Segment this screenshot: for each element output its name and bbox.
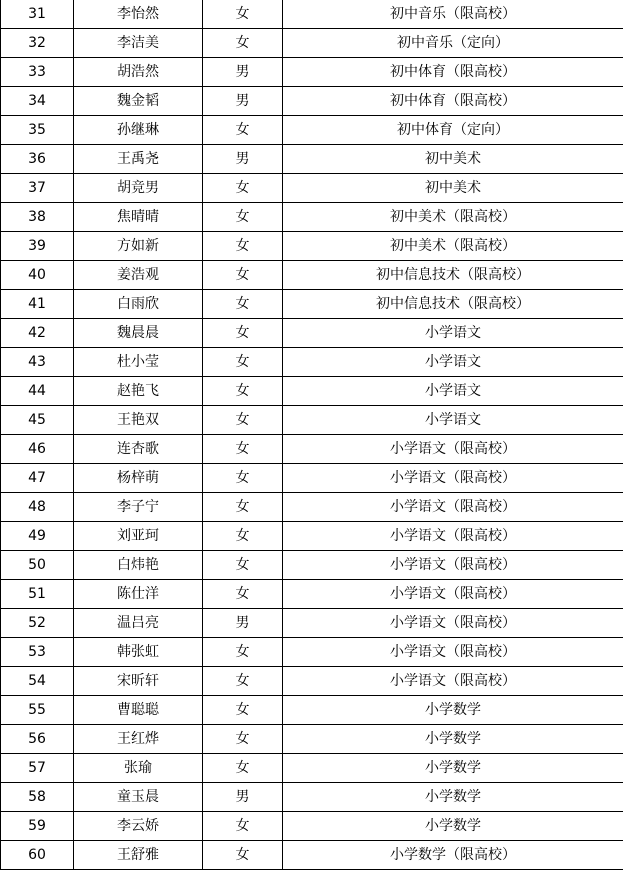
subject-cell: 小学语文（限高校） <box>283 551 623 580</box>
table-row <box>1 696 623 725</box>
row-number-cell: 47 <box>1 464 74 493</box>
subject-cell: 小学数学 <box>283 812 623 841</box>
subject-cell: 初中体育（限高校） <box>283 87 623 116</box>
row-number-cell: 54 <box>1 667 74 696</box>
subject-cell: 小学语文 <box>283 406 623 435</box>
row-number-cell: 60 <box>1 841 74 870</box>
row-number-cell: 42 <box>1 319 74 348</box>
subject-cell: 初中音乐（限高校） <box>283 0 623 29</box>
subject-cell: 初中体育（限高校） <box>283 58 623 87</box>
name-cell: 魏晨晨 <box>74 319 203 348</box>
name-cell: 魏金韬 <box>74 87 203 116</box>
subject-cell: 小学语文 <box>283 348 623 377</box>
row-number-cell: 43 <box>1 348 74 377</box>
table-row <box>1 116 623 145</box>
gender-cell: 女 <box>203 0 283 29</box>
gender-cell: 女 <box>203 522 283 551</box>
subject-cell: 初中美术（限高校） <box>283 203 623 232</box>
name-cell: 李怡然 <box>74 0 203 29</box>
row-number-cell: 39 <box>1 232 74 261</box>
gender-cell: 女 <box>203 696 283 725</box>
gender-cell: 女 <box>203 377 283 406</box>
table-row <box>1 812 623 841</box>
name-cell: 姜浩观 <box>74 261 203 290</box>
gender-cell: 男 <box>203 609 283 638</box>
gender-cell: 女 <box>203 174 283 203</box>
subject-cell: 小学语文（限高校） <box>283 667 623 696</box>
subject-cell: 小学数学 <box>283 725 623 754</box>
table-row <box>1 667 623 696</box>
gender-cell: 男 <box>203 145 283 174</box>
row-number-cell: 46 <box>1 435 74 464</box>
subject-cell: 小学数学 <box>283 754 623 783</box>
table-row <box>1 725 623 754</box>
gender-cell: 女 <box>203 406 283 435</box>
name-cell: 赵艳飞 <box>74 377 203 406</box>
gender-cell: 女 <box>203 319 283 348</box>
table-row <box>1 522 623 551</box>
name-cell: 王舒雅 <box>74 841 203 870</box>
subject-cell: 小学数学 <box>283 696 623 725</box>
table-row <box>1 377 623 406</box>
gender-cell: 女 <box>203 348 283 377</box>
gender-cell: 女 <box>203 290 283 319</box>
row-number-cell: 38 <box>1 203 74 232</box>
gender-cell: 女 <box>203 29 283 58</box>
gender-cell: 女 <box>203 203 283 232</box>
subject-cell: 小学语文（限高校） <box>283 580 623 609</box>
gender-cell: 女 <box>203 551 283 580</box>
row-number-cell: 44 <box>1 377 74 406</box>
subject-cell: 小学语文（限高校） <box>283 522 623 551</box>
row-number-cell: 59 <box>1 812 74 841</box>
row-number-cell: 53 <box>1 638 74 667</box>
gender-cell: 男 <box>203 783 283 812</box>
name-cell: 王禹尧 <box>74 145 203 174</box>
table-row <box>1 551 623 580</box>
row-number-cell: 48 <box>1 493 74 522</box>
table-row <box>1 493 623 522</box>
subject-cell: 小学语文 <box>283 377 623 406</box>
name-cell: 王艳双 <box>74 406 203 435</box>
gender-cell: 男 <box>203 58 283 87</box>
table-row <box>1 754 623 783</box>
row-number-cell: 32 <box>1 29 74 58</box>
name-cell: 孙继琳 <box>74 116 203 145</box>
row-number-cell: 51 <box>1 580 74 609</box>
name-cell: 李云娇 <box>74 812 203 841</box>
name-cell: 温吕亮 <box>74 609 203 638</box>
table-row <box>1 232 623 261</box>
table-row <box>1 609 623 638</box>
table-row <box>1 406 623 435</box>
gender-cell: 女 <box>203 667 283 696</box>
table-row <box>1 203 623 232</box>
table-row <box>1 348 623 377</box>
name-cell: 焦晴晴 <box>74 203 203 232</box>
table-row <box>1 29 623 58</box>
gender-cell: 女 <box>203 725 283 754</box>
row-number-cell: 40 <box>1 261 74 290</box>
name-cell: 宋昕轩 <box>74 667 203 696</box>
table-row <box>1 464 623 493</box>
name-cell: 曹聪聪 <box>74 696 203 725</box>
table-row <box>1 783 623 812</box>
gender-cell: 女 <box>203 435 283 464</box>
gender-cell: 女 <box>203 232 283 261</box>
row-number-cell: 55 <box>1 696 74 725</box>
name-cell: 杨梓萌 <box>74 464 203 493</box>
name-cell: 杜小莹 <box>74 348 203 377</box>
name-cell: 白炜艳 <box>74 551 203 580</box>
gender-cell: 女 <box>203 638 283 667</box>
row-number-cell: 58 <box>1 783 74 812</box>
subject-cell: 小学语文（限高校） <box>283 609 623 638</box>
row-number-cell: 57 <box>1 754 74 783</box>
table-row <box>1 638 623 667</box>
name-cell: 连杏歌 <box>74 435 203 464</box>
subject-cell: 小学语文（限高校） <box>283 638 623 667</box>
subject-cell: 初中美术（限高校） <box>283 232 623 261</box>
table-row <box>1 290 623 319</box>
name-cell: 李洁美 <box>74 29 203 58</box>
subject-cell: 小学语文（限高校） <box>283 493 623 522</box>
row-number-cell: 37 <box>1 174 74 203</box>
gender-cell: 女 <box>203 464 283 493</box>
roster-table-body <box>1 0 623 870</box>
row-number-cell: 34 <box>1 87 74 116</box>
table-row <box>1 841 623 870</box>
gender-cell: 女 <box>203 841 283 870</box>
subject-cell: 初中体育（定向） <box>283 116 623 145</box>
row-number-cell: 49 <box>1 522 74 551</box>
subject-cell: 初中美术 <box>283 145 623 174</box>
name-cell: 陈仕洋 <box>74 580 203 609</box>
subject-cell: 初中信息技术（限高校） <box>283 261 623 290</box>
gender-cell: 男 <box>203 87 283 116</box>
row-number-cell: 33 <box>1 58 74 87</box>
table-row <box>1 58 623 87</box>
table-row <box>1 87 623 116</box>
gender-cell: 女 <box>203 261 283 290</box>
row-number-cell: 52 <box>1 609 74 638</box>
subject-cell: 小学数学 <box>283 783 623 812</box>
name-cell: 韩张虹 <box>74 638 203 667</box>
row-number-cell: 36 <box>1 145 74 174</box>
row-number-cell: 35 <box>1 116 74 145</box>
table-row <box>1 174 623 203</box>
table-row <box>1 261 623 290</box>
table-row <box>1 0 623 29</box>
subject-cell: 小学语文 <box>283 319 623 348</box>
subject-cell: 小学语文（限高校） <box>283 464 623 493</box>
subject-cell: 初中音乐（定向） <box>283 29 623 58</box>
row-number-cell: 50 <box>1 551 74 580</box>
name-cell: 胡竞男 <box>74 174 203 203</box>
name-cell: 方如新 <box>74 232 203 261</box>
subject-cell: 初中美术 <box>283 174 623 203</box>
subject-cell: 小学数学（限高校） <box>283 841 623 870</box>
name-cell: 胡浩然 <box>74 58 203 87</box>
gender-cell: 女 <box>203 493 283 522</box>
gender-cell: 女 <box>203 812 283 841</box>
name-cell: 李子宁 <box>74 493 203 522</box>
name-cell: 白雨欣 <box>74 290 203 319</box>
row-number-cell: 41 <box>1 290 74 319</box>
table-row <box>1 319 623 348</box>
name-cell: 童玉晨 <box>74 783 203 812</box>
gender-cell: 女 <box>203 754 283 783</box>
table-row <box>1 580 623 609</box>
gender-cell: 女 <box>203 580 283 609</box>
subject-cell: 小学语文（限高校） <box>283 435 623 464</box>
name-cell: 张瑜 <box>74 754 203 783</box>
row-number-cell: 31 <box>1 0 74 29</box>
name-cell: 刘亚珂 <box>74 522 203 551</box>
row-number-cell: 56 <box>1 725 74 754</box>
subject-cell: 初中信息技术（限高校） <box>283 290 623 319</box>
name-cell: 王红烨 <box>74 725 203 754</box>
row-number-cell: 45 <box>1 406 74 435</box>
table-row <box>1 435 623 464</box>
table-row <box>1 145 623 174</box>
gender-cell: 女 <box>203 116 283 145</box>
